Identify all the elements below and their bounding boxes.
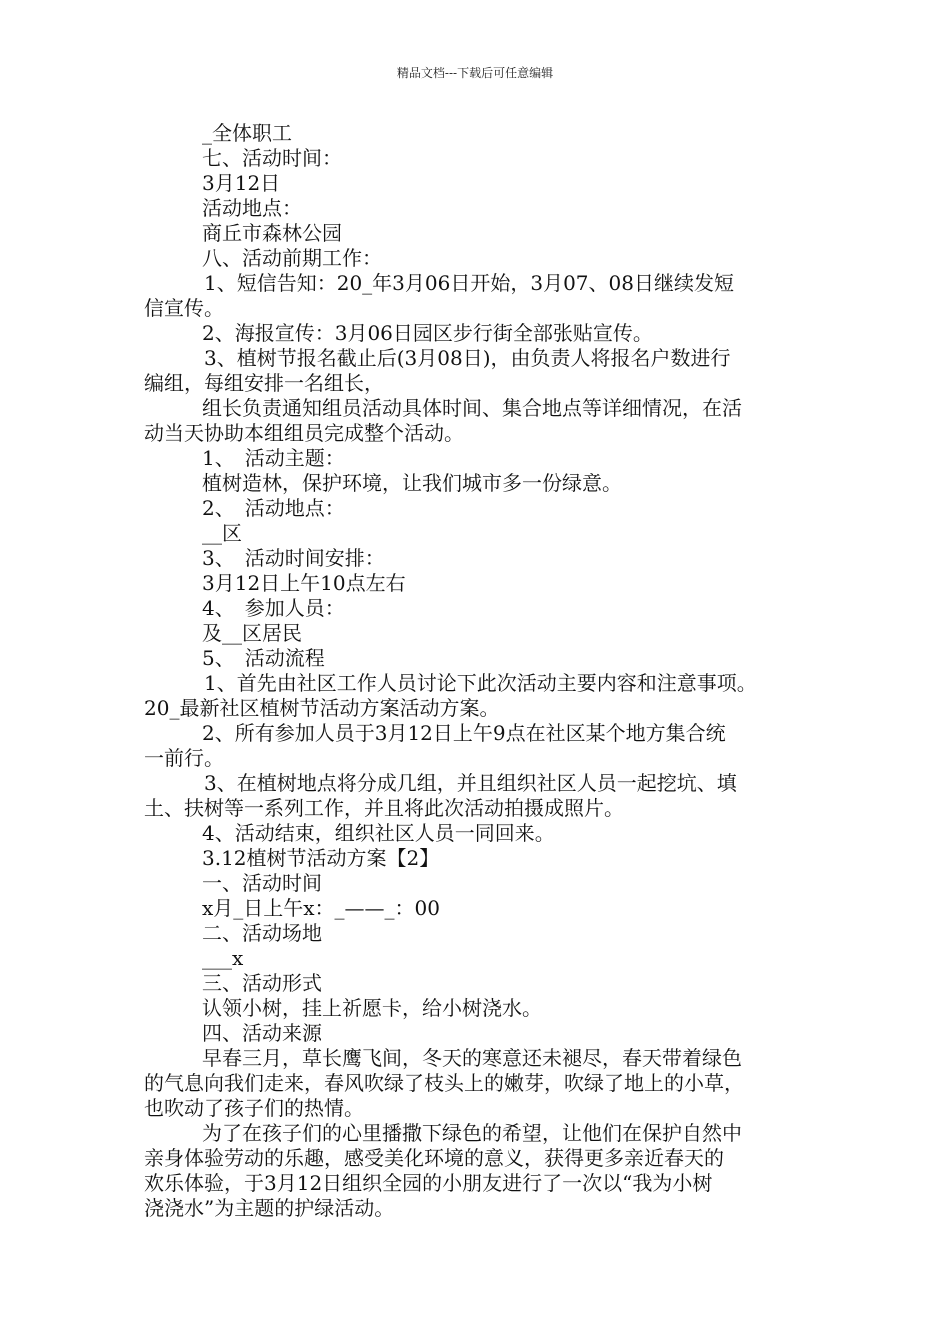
text-line: 的气息向我们走来，春风吹绿了枝头上的嫩芽，吹绿了地上的小草， — [144, 1071, 744, 1095]
text-line: 20_最新社区植树节活动方案活动方案。 — [144, 696, 500, 720]
text-line: 欢乐体验，于3月12日组织全园的小朋友进行了一次以“我为小树 — [144, 1171, 713, 1195]
text-line: 3.12植树节活动方案【2】 — [202, 846, 440, 870]
text-line: 七、活动时间： — [202, 146, 342, 170]
text-line: 3月12日上午10点左右 — [202, 571, 406, 595]
text-line: 2、海报宣传：3月06日园区步行街全部张贴宣传。 — [202, 321, 653, 345]
text-line: 早春三月，草长鹰飞间，冬天的寒意还未褪尽，春天带着绿色 — [202, 1046, 742, 1070]
text-line: 动当天协助本组组员完成整个活动。 — [144, 421, 464, 445]
text-line: 3月12日 — [202, 171, 281, 195]
text-line: 3、植树节报名截止后(3月08日)，由负责人将报名户数进行 — [204, 346, 731, 370]
text-line: 浇浇水”为主题的护绿活动。 — [144, 1196, 395, 1220]
document-body — [144, 121, 816, 1221]
text-line: 1、首先由社区工作人员讨论下此次活动主要内容和注意事项。 — [204, 671, 757, 695]
text-line: 活动地点： — [202, 196, 302, 220]
text-line: 2、 活动地点： — [202, 496, 345, 520]
text-line: 也吹动了孩子们的热情。 — [144, 1096, 364, 1120]
text-line: 3、 活动时间安排： — [202, 546, 385, 570]
text-line: 一前行。 — [144, 746, 224, 770]
text-line: __区 — [202, 521, 242, 545]
text-line: x月_日上午x：_——_：00 — [202, 896, 441, 920]
text-line: 组长负责通知组员活动具体时间、集合地点等详细情况，在活 — [202, 396, 742, 420]
text-line: 为了在孩子们的心里播撒下绿色的希望，让他们在保护自然中 — [202, 1121, 742, 1145]
page-header: 精品文档---下载后可任意编辑 — [396, 66, 554, 80]
text-line: 一、活动时间 — [202, 871, 322, 895]
text-line: 三、活动形式 — [202, 971, 322, 995]
text-line: 4、 参加人员： — [202, 596, 345, 620]
text-line: 亲身体验劳动的乐趣，感受美化环境的意义，获得更多亲近春天的 — [144, 1146, 724, 1170]
text-line: 认领小树，挂上祈愿卡，给小树浇水。 — [202, 996, 542, 1020]
text-line: 土、扶树等一系列工作，并且将此次活动拍摄成照片。 — [144, 796, 624, 820]
text-line: _全体职工 — [202, 121, 292, 145]
text-line: 八、活动前期工作： — [202, 246, 382, 270]
text-line: 编组，每组安排一名组长， — [144, 371, 384, 395]
text-line: 2、所有参加人员于3月12日上午9点在社区某个地方集合统 — [202, 721, 726, 745]
text-line: 四、活动来源 — [202, 1021, 322, 1045]
text-line: 商丘市森林公园 — [202, 221, 342, 245]
text-line: 1、 活动主题： — [202, 446, 345, 470]
text-line: 二、活动场地 — [202, 921, 322, 945]
text-line: 信宣传。 — [144, 296, 224, 320]
text-line: 1、短信告知：20_年3月06日开始，3月07、08日继续发短 — [204, 271, 734, 295]
text-line: 3、在植树地点将分成几组，并且组织社区人员一起挖坑、填 — [204, 771, 737, 795]
text-line: ___x — [202, 946, 244, 970]
text-line: 植树造林，保护环境，让我们城市多一份绿意。 — [202, 471, 622, 495]
text-line: 及__区居民 — [202, 621, 302, 645]
text-line: 5、 活动流程 — [202, 646, 325, 670]
text-line: 4、活动结束，组织社区人员一同回来。 — [202, 821, 555, 845]
